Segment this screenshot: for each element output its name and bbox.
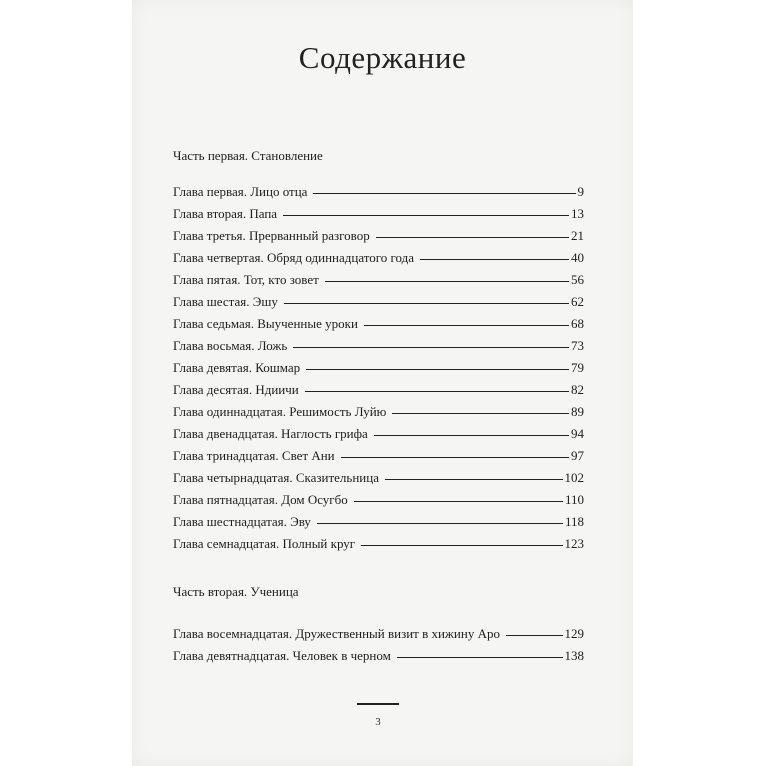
chapter-title: Глава девятая. Кошмар — [173, 360, 301, 375]
chapter-title: Глава тринадцатая. Свет Ани — [173, 448, 335, 463]
chapter-page-number: 79 — [571, 360, 584, 375]
chapter-title: Глава шестая. Эшу — [173, 294, 278, 309]
chapter-title: Глава пятая. Тот, кто зовет — [173, 272, 319, 287]
toc-entry — [173, 648, 584, 670]
page-title: Содержание — [298, 40, 467, 75]
chapter-title: Глава шестнадцатая. Эву — [173, 514, 311, 529]
table-of-contents-part-one — [173, 184, 584, 558]
chapter-page-number: 94 — [571, 426, 584, 441]
chapter-title: Глава первая. Лицо отца — [173, 184, 308, 199]
dot-leader-line — [392, 413, 569, 414]
chapter-page-number: 118 — [564, 514, 584, 529]
chapter-title: Глава восьмая. Ложь — [173, 338, 288, 353]
chapter-page-number: 9 — [577, 184, 584, 199]
chapter-title: Глава десятая. Ндиичи — [173, 382, 299, 397]
toc-entry — [173, 294, 584, 316]
chapter-page-number: 102 — [564, 470, 584, 485]
chapter-page-number: 123 — [564, 536, 584, 551]
chapter-page-number: 89 — [571, 404, 584, 419]
chapter-page-number: 21 — [571, 228, 584, 243]
chapter-title: Глава семнадцатая. Полный круг — [173, 536, 356, 551]
chapter-title: Глава восемнадцатая. Дружественный визит в хижину Аро — [173, 626, 500, 641]
part-one-heading: Часть первая. Становление — [173, 148, 323, 163]
chapter-page-number: 110 — [564, 492, 584, 507]
dot-leader-line — [341, 457, 569, 458]
chapter-page-number: 97 — [571, 448, 584, 463]
dot-leader-line — [293, 347, 569, 348]
table-of-contents-part-two — [173, 626, 584, 670]
chapter-page-number: 68 — [571, 316, 584, 331]
chapter-title: Глава двенадцатая. Наглость грифа — [173, 426, 368, 441]
chapter-title: Глава четырнадцатая. Сказительница — [173, 470, 379, 485]
dot-leader-line — [283, 215, 569, 216]
toc-entry — [173, 250, 584, 272]
chapter-page-number: 13 — [571, 206, 584, 221]
dot-leader-line — [284, 303, 569, 304]
toc-entry — [173, 492, 584, 514]
page-number: 3 — [375, 716, 381, 728]
toc-entry — [173, 228, 584, 250]
dot-leader-line — [364, 325, 569, 326]
part-two-heading: Часть вторая. Ученица — [173, 584, 299, 599]
chapter-page-number: 40 — [571, 250, 584, 265]
chapter-page-number: 82 — [571, 382, 584, 397]
toc-entry — [173, 338, 584, 360]
dot-leader-line — [306, 369, 569, 370]
page-number-rule — [357, 703, 399, 705]
chapter-title: Глава одиннадцатая. Решимость Луйю — [173, 404, 387, 419]
dot-leader-line — [420, 259, 569, 260]
toc-entry — [173, 514, 584, 536]
toc-entry — [173, 626, 584, 648]
chapter-page-number: 56 — [571, 272, 584, 287]
dot-leader-line — [325, 281, 569, 282]
chapter-page-number: 62 — [571, 294, 584, 309]
chapter-title: Глава четвертая. Обряд одиннадцатого года — [173, 250, 415, 265]
toc-entry — [173, 272, 584, 294]
dot-leader-line — [361, 545, 562, 546]
toc-entry — [173, 206, 584, 228]
toc-entry — [173, 316, 584, 338]
toc-entry — [173, 382, 584, 404]
toc-entry — [173, 404, 584, 426]
toc-entry — [173, 184, 584, 206]
toc-entry — [173, 470, 584, 492]
dot-leader-line — [376, 237, 569, 238]
dot-leader-line — [374, 435, 569, 436]
toc-entry — [173, 360, 584, 382]
toc-entry — [173, 426, 584, 448]
toc-entry — [173, 536, 584, 558]
chapter-title: Глава девятнадцатая. Человек в черном — [173, 648, 391, 663]
dot-leader-line — [354, 501, 563, 502]
dot-leader-line — [385, 479, 563, 480]
chapter-title: Глава седьмая. Выученные уроки — [173, 316, 358, 331]
chapter-page-number: 73 — [571, 338, 584, 353]
chapter-title: Глава пятнадцатая. Дом Осугбо — [173, 492, 348, 507]
chapter-page-number: 138 — [564, 648, 584, 663]
dot-leader-line — [317, 523, 563, 524]
dot-leader-line — [506, 635, 563, 636]
chapter-title: Глава вторая. Папа — [173, 206, 278, 221]
toc-entry — [173, 448, 584, 470]
dot-leader-line — [313, 193, 575, 194]
chapter-title: Глава третья. Прерванный разговор — [173, 228, 370, 243]
dot-leader-line — [397, 657, 563, 658]
chapter-page-number: 129 — [564, 626, 584, 641]
dot-leader-line — [305, 391, 569, 392]
